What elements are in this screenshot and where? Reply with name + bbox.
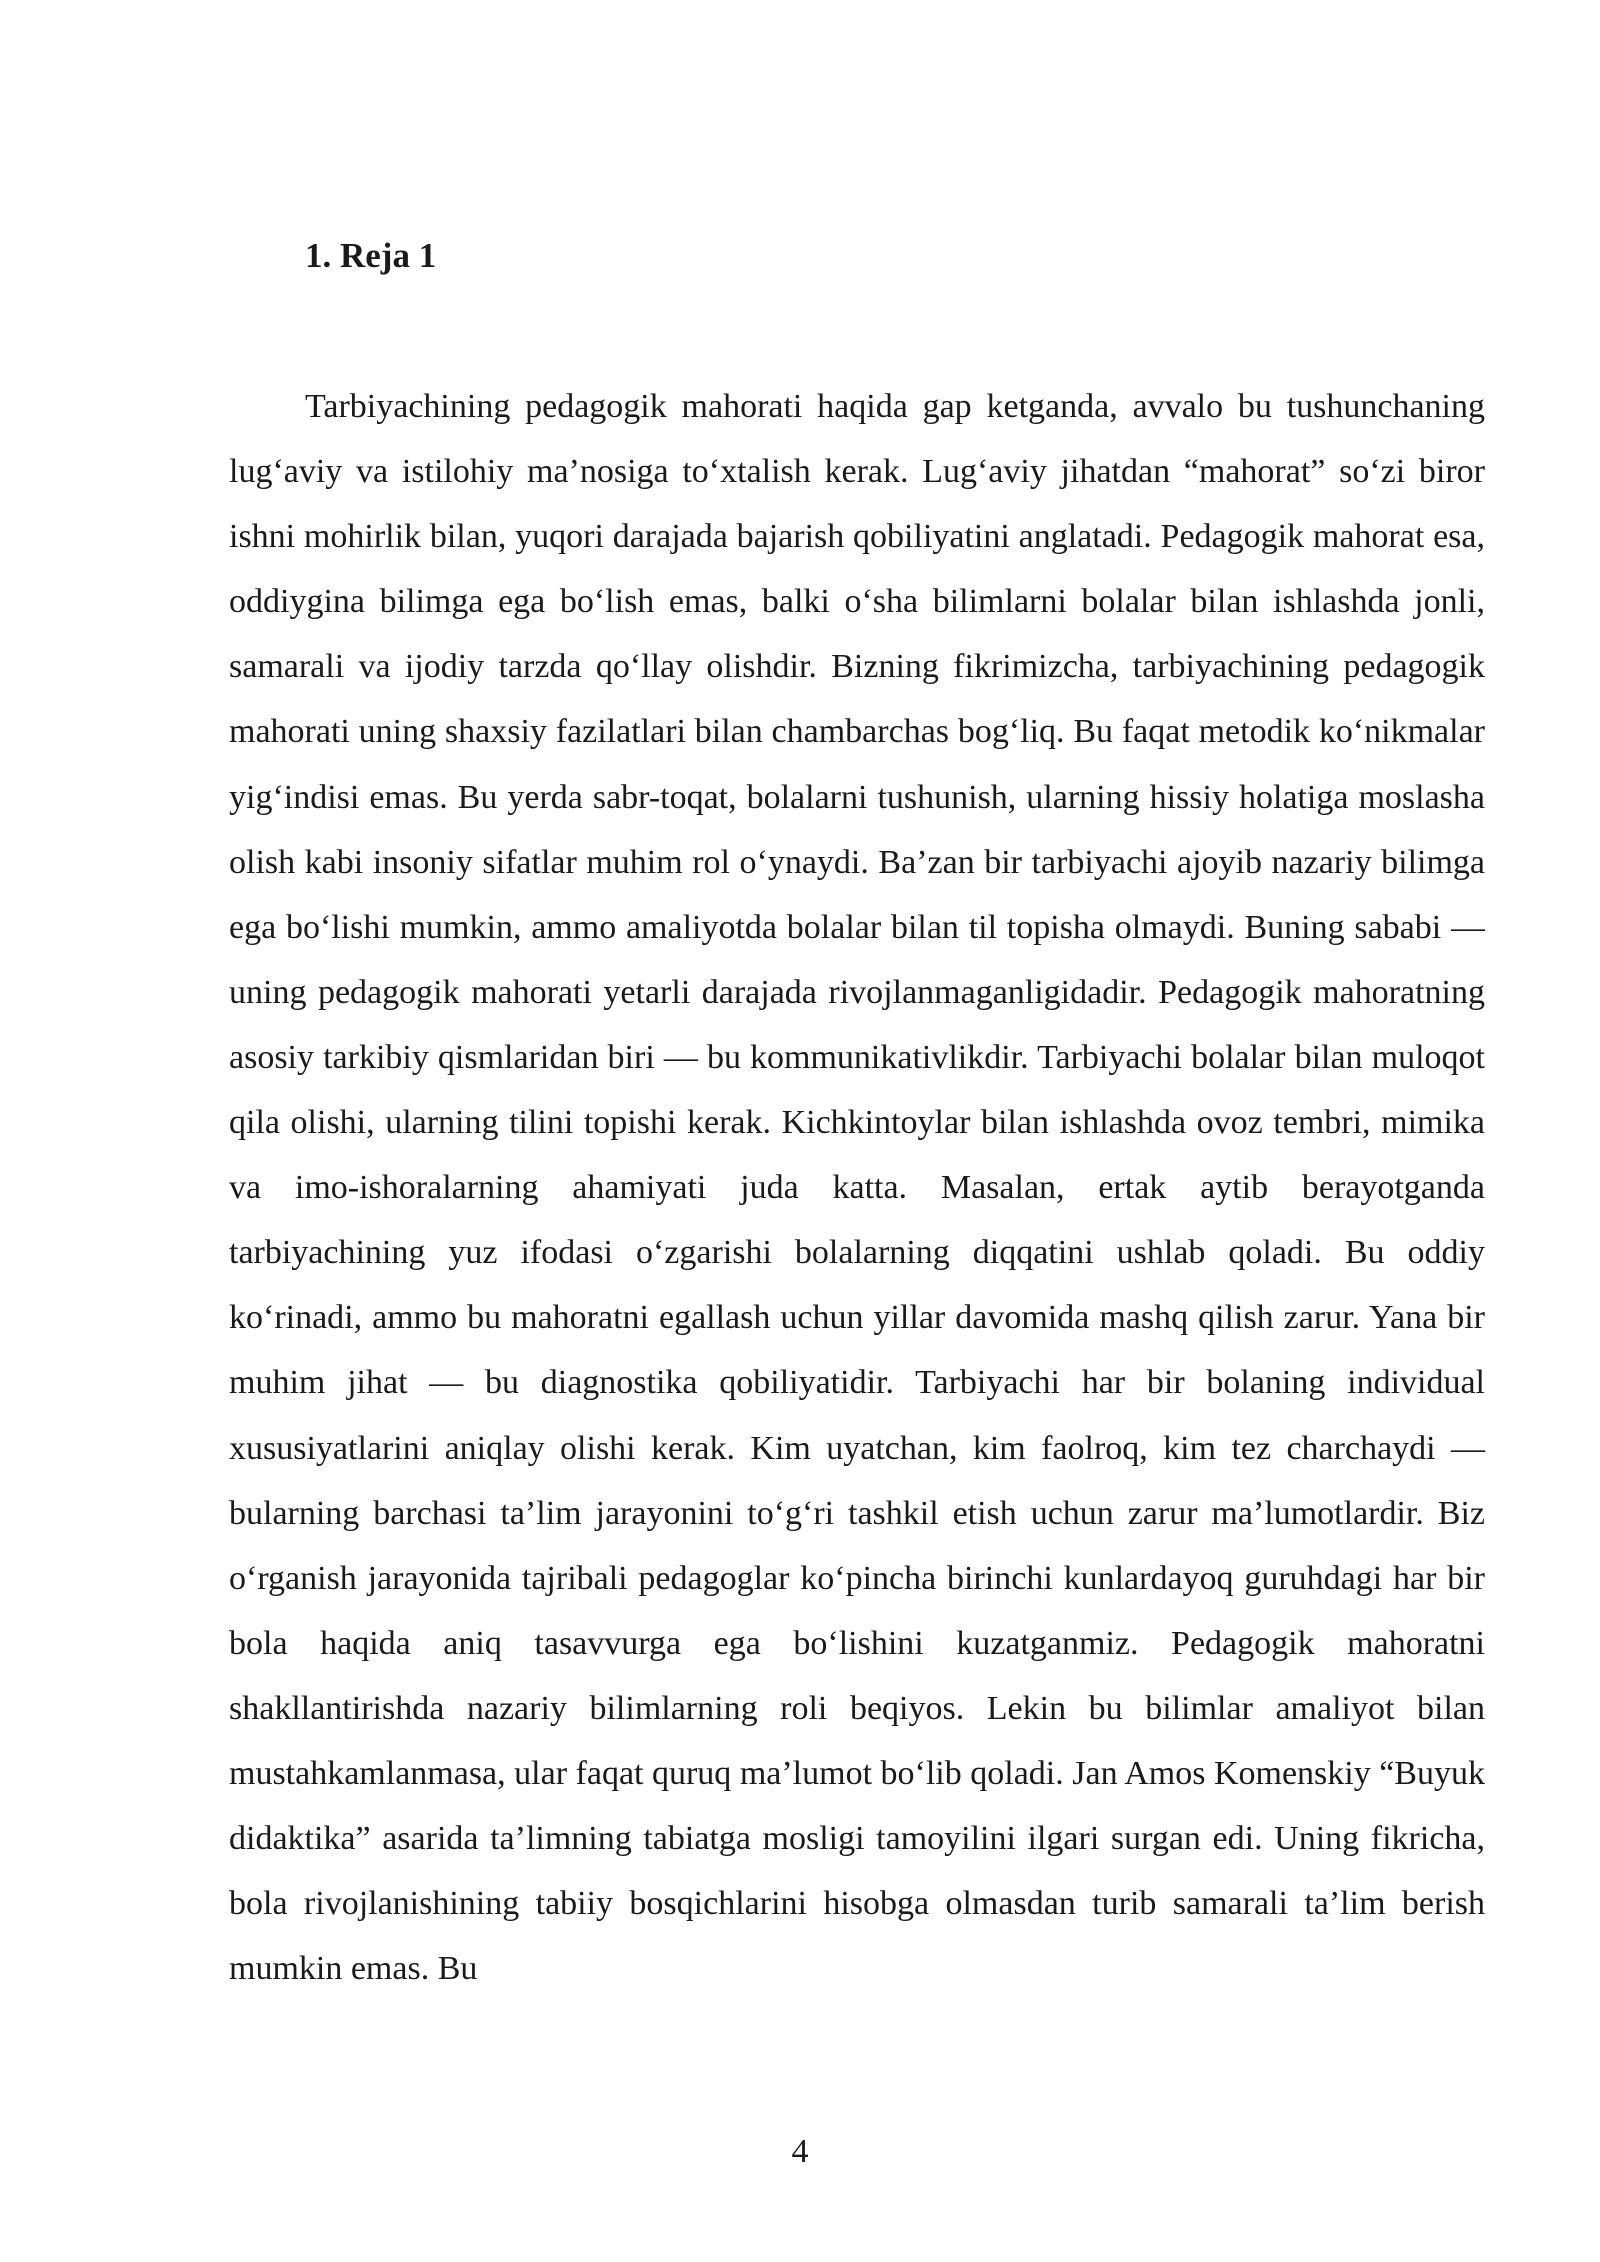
body-paragraph: Tarbiyachining pedagogik mahorati haqida gap ketganda, avvalo bu tushunchaning lug‘aviy va istilohiy ma’nosiga to‘xtalish kerak. Lug‘aviy jihatdan “mahorat” so‘zi biror ishni mohirlik bilan, yuqori darajada bajarish qobiliyatini anglatadi. Pedagogik mahorat esa, oddiygina bilimga ega bo‘lish emas, balki o‘sha bilimlarni bolalar bilan ishlashda jonli, samarali va ijodiy tarzda qo‘llay olishdir. Bizning fikrimizcha, tarbiyachining pedagogik mahorati uning shaxsiy fazilatlari bilan chambarchas bog‘liq. Bu faqat metodik ko‘nikmalar yig‘indisi emas. Bu yerda sabr-toqat, bolalarni tushunish, ularning hissiy holatiga moslasha olish kabi insoniy sifatlar muhim rol o‘ynaydi. Ba’zan bir tarbiyachi ajoyib nazariy bilimga ega bo‘lishi mumkin, ammo amaliyotda bolalar bilan til topisha olmaydi. Buning sababi — uning pedagogik mahorati yetarli darajada rivojlanmaganligidadir. Pedagogik mahoratning asosiy tarkibiy qismlaridan biri — bu kommunikativlikdir. Tarbiyachi bolalar bilan muloqot qila olishi, ularning tilini topishi kerak. Kichkintoylar bilan ishlashda ovoz tembri, mimika va imo-ishoralarning ahamiyati juda katta. Masalan, ertak aytib berayotganda tarbiyachining yuz ifodasi o‘zgarishi bolalarning diqqatini ushlab qoladi. Bu oddiy ko‘rinadi, ammo bu mahoratni egallash uchun yillar davomida mashq qilish zarur. Yana bir muhim jihat — bu diagnostika qobiliyatidir. Tarbiyachi har bir bolaning individual xususiyatlarini aniqlay olishi kerak. Kim uyatchan, kim faolroq, kim tez charchaydi — bularning barchasi ta’lim jarayonini to‘g‘ri tashkil etish uchun zarur ma’lumotlardir. Biz o‘rganish jarayonida tajribali pedagoglar ko‘pincha birinchi kunlardayoq guruhdagi har bir bola haqida aniq tasavvurga ega bo‘lishini kuzatganmiz. Pedagogik mahoratni shakllantirishda nazariy bilimlarning roli beqiyos. Lekin bu bilimlar amaliyot bilan mustahkamlanmasa, ular faqat quruq ma’lumot bo‘lib qoladi. Jan Amos Komenskiy “Buyuk didaktika” asarida ta’limning tabiatga mosligi tamoyilini ilgari surgan edi. Uning fikricha, bola rivojlanishining tabiiy bosqichlarini hisobga olmasdan turib samarali ta’lim berish mumkin emas. Bu	[229, 388, 1485, 1988]
page-number: 4	[791, 2133, 809, 2170]
section-heading: 1. Reja 1	[305, 236, 437, 275]
